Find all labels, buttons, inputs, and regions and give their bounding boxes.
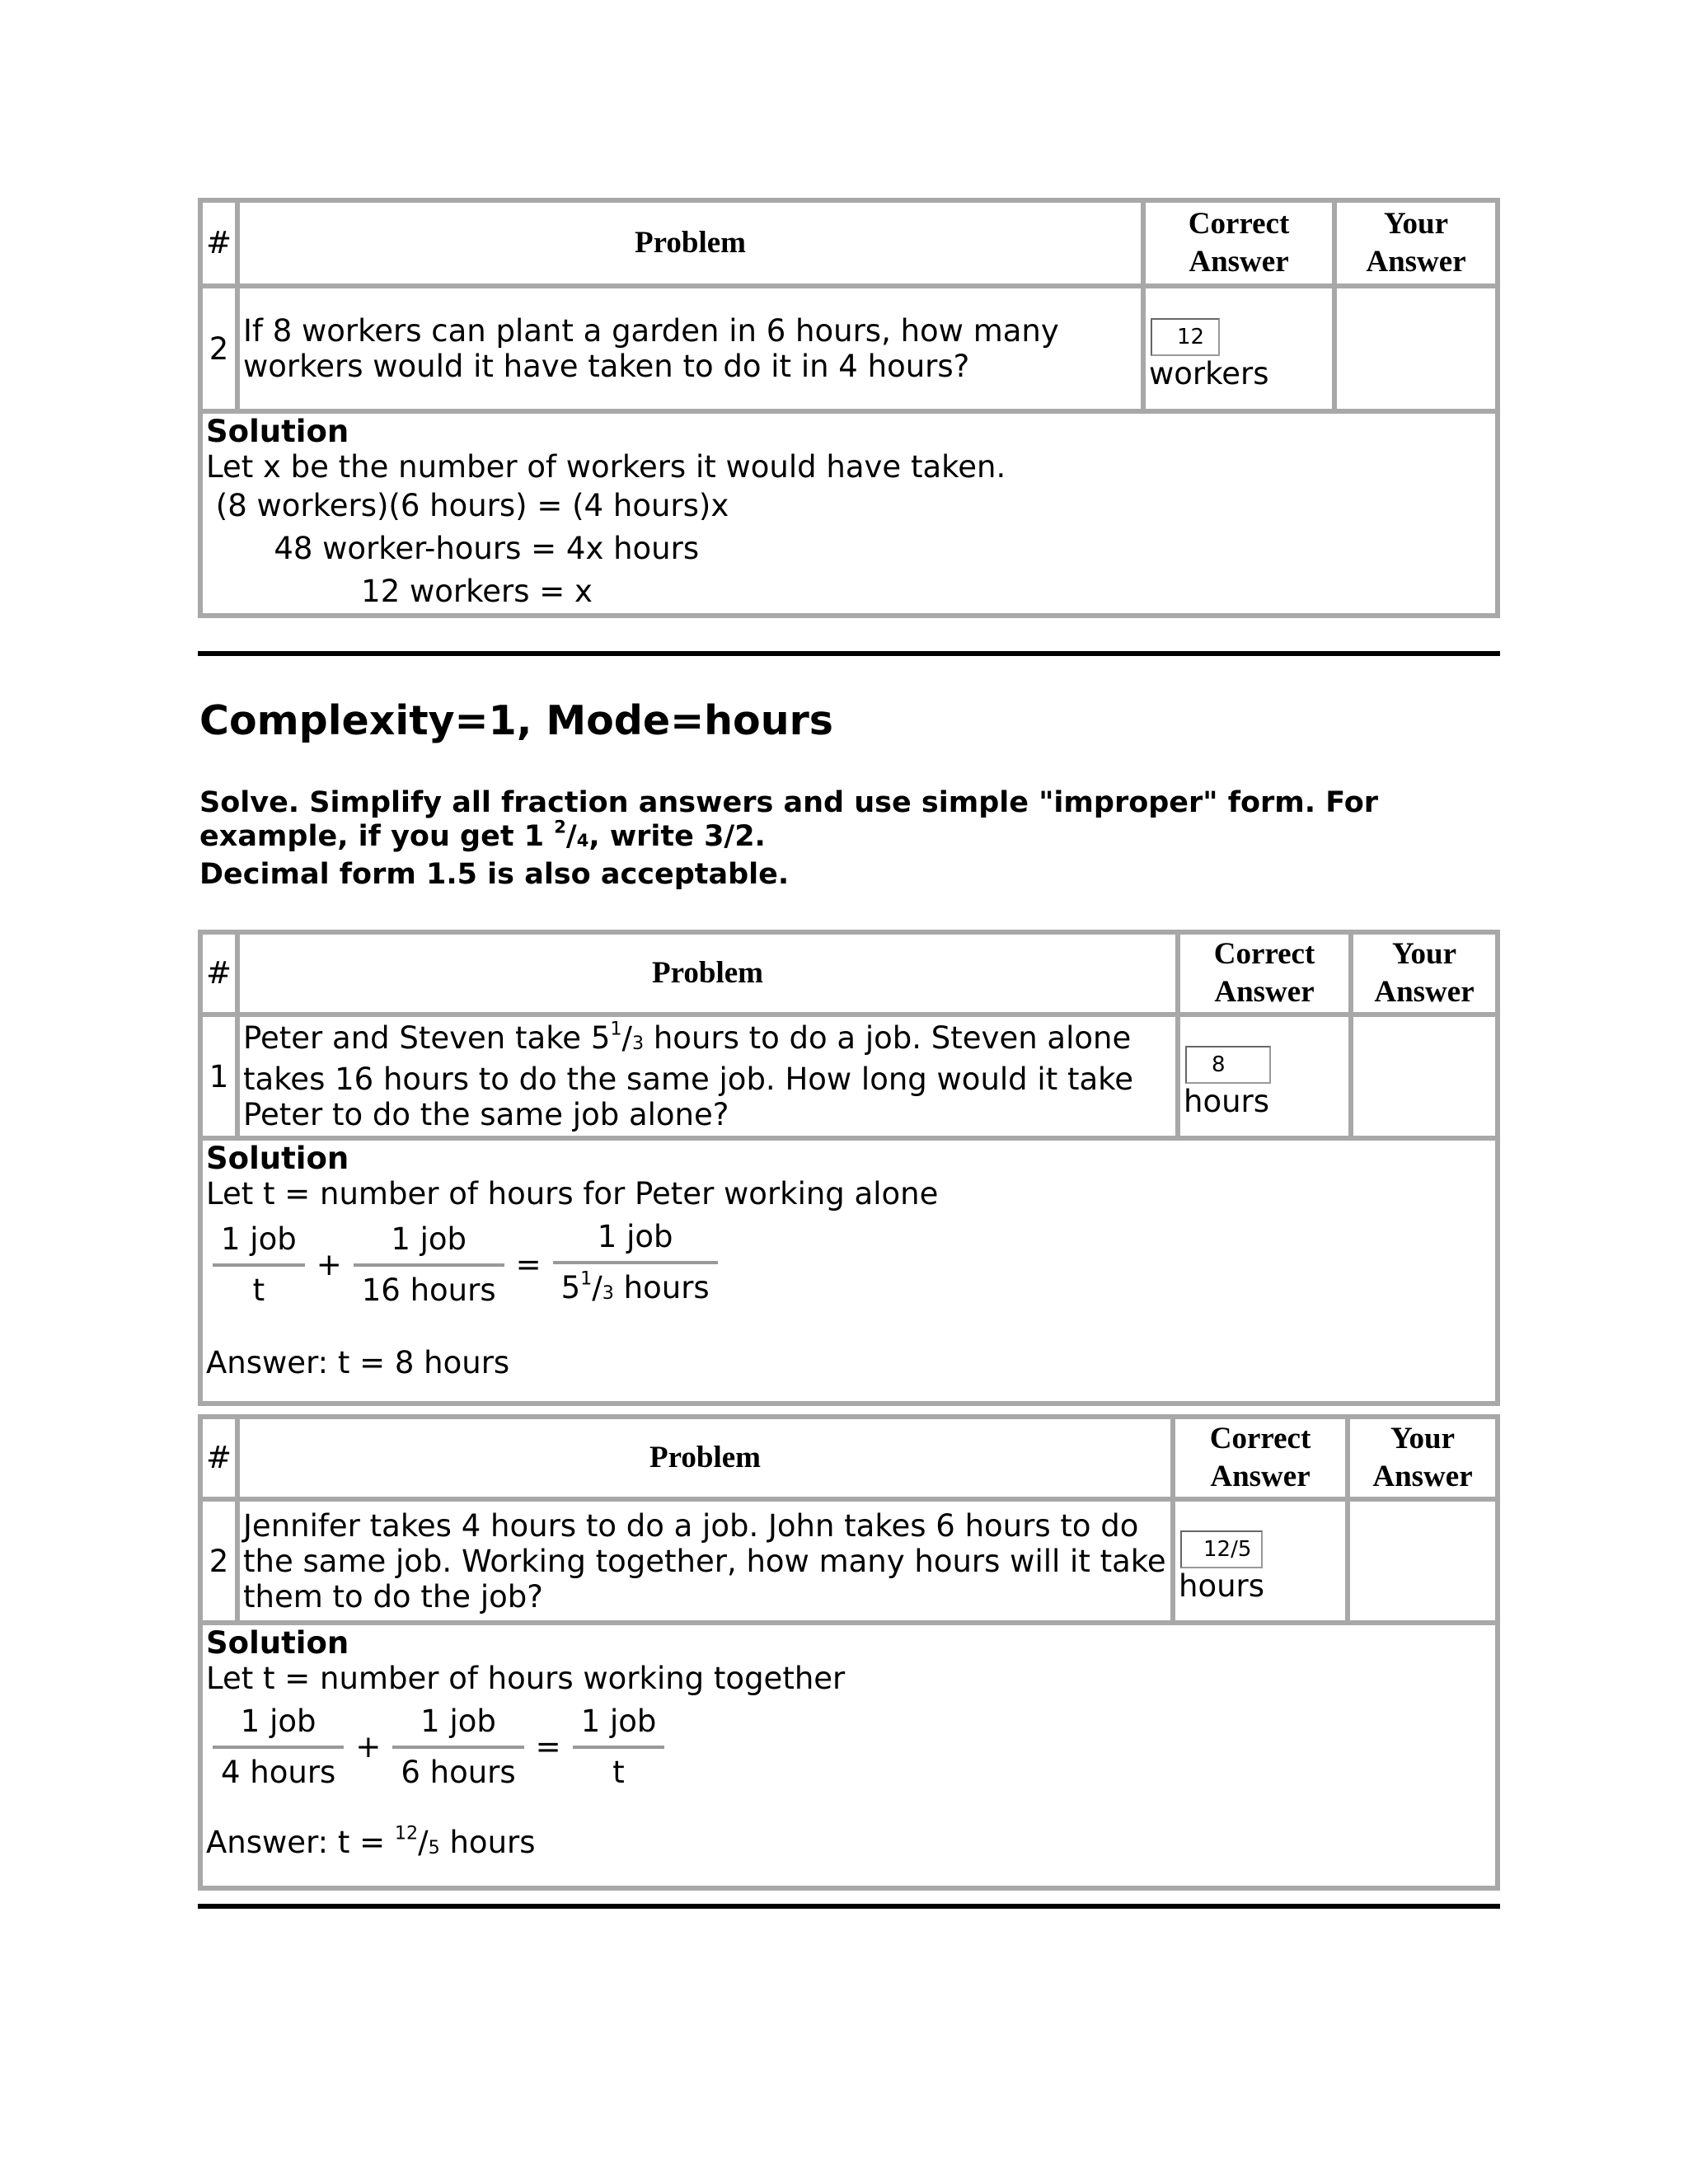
solution-line-1: Let x be the number of workers it would have taken. <box>206 449 1006 485</box>
plus-operator: + <box>316 1247 342 1283</box>
header-correct-answer: Correct Answer <box>1173 1417 1348 1499</box>
problem-table-1 <box>198 198 1500 618</box>
answer-unit: workers <box>1149 355 1269 391</box>
correct-answer-box: 12 <box>1151 318 1220 356</box>
equation <box>213 1703 1492 1792</box>
divider-rule-1 <box>198 651 1500 656</box>
solution-cell <box>200 1138 1498 1404</box>
fraction-3-numerator: 1 job <box>597 1219 673 1254</box>
header-number: # <box>200 932 237 1015</box>
your-answer-cell[interactable] <box>1351 1015 1498 1138</box>
correct-answer-cell <box>1178 1015 1351 1138</box>
fraction-3-bar <box>553 1261 718 1264</box>
fraction-1-numerator: 1 job <box>221 1221 297 1258</box>
instructions-text-2: , write 3/2. <box>588 820 766 853</box>
answer-frac-num: 12 <box>394 1822 419 1844</box>
fraction-1-bar <box>213 1746 344 1749</box>
answer-frac-slash: / <box>418 1825 429 1860</box>
solution-line-4: 12 workers = x <box>206 574 593 609</box>
fraction-1-numerator: 1 job <box>240 1704 316 1739</box>
solution-cell <box>200 1623 1498 1888</box>
fraction-3-numerator: 1 job <box>580 1704 657 1739</box>
solution-title: Solution <box>206 1141 349 1176</box>
problem-text: Jennifer takes 4 hours to do a job. John takes 6 hours to do the same job. Working together, how many hours will it take them to do the job? <box>237 1499 1173 1623</box>
header-number: # <box>200 1417 237 1499</box>
problem-frac-den: 3 <box>631 1033 645 1055</box>
answer-unit: hours <box>1184 1083 1270 1119</box>
correct-answer-cell <box>1143 286 1334 411</box>
correct-answer-cell <box>1173 1499 1348 1623</box>
solution-intro: Let t = number of hours for Peter working alone <box>206 1176 939 1212</box>
header-problem: Problem <box>237 1417 1173 1499</box>
answer-text-a: Answer: t = <box>206 1825 395 1860</box>
header-your-answer: Your Answer <box>1334 200 1498 286</box>
solution-line-3: 48 worker-hours = 4x hours <box>206 531 700 566</box>
fraction-3 <box>553 1218 718 1312</box>
answer-unit: hours <box>1179 1568 1265 1604</box>
fraction-2-bar <box>354 1263 504 1267</box>
answer-text-b: hours <box>439 1825 536 1860</box>
problem-text-b: hours to do a job. Steven alone takes 16 hours to do the same job. How long would it take Peter to do the same job alone? <box>243 1019 1134 1133</box>
fraction-1 <box>213 1221 305 1310</box>
your-answer-cell[interactable] <box>1348 1499 1498 1623</box>
answer-line <box>206 1822 1492 1866</box>
header-number: # <box>200 200 237 286</box>
fraction-2-numerator: 1 job <box>420 1704 496 1739</box>
instructions-line-2: Decimal form 1.5 is also acceptable. <box>199 858 790 892</box>
fraction-2-denominator: 6 hours <box>401 1755 516 1790</box>
instructions <box>199 786 1485 892</box>
fraction-1 <box>213 1703 344 1792</box>
header-your-answer: Your Answer <box>1351 932 1498 1015</box>
header-correct-answer: Correct Answer <box>1143 200 1334 286</box>
section-heading: Complexity=1, Mode=hours <box>199 697 833 744</box>
fraction-2-denominator: 16 hours <box>361 1272 496 1309</box>
header-correct-answer: Correct Answer <box>1178 932 1351 1015</box>
instructions-frac-den: 4 <box>576 831 589 851</box>
problem-text-a: Peter and Steven take 5 <box>243 1019 611 1056</box>
problem-frac-slash: / <box>621 1019 632 1056</box>
problem-number: 2 <box>200 286 237 411</box>
instructions-frac-num: 2 <box>554 817 566 837</box>
problem-number: 1 <box>200 1015 237 1138</box>
fraction-1-bar <box>213 1263 305 1267</box>
equals-operator: = <box>535 1729 561 1765</box>
fraction-2 <box>392 1703 523 1792</box>
solution-cell <box>200 411 1498 616</box>
equation <box>213 1218 1492 1312</box>
problem-number: 2 <box>200 1499 237 1623</box>
fraction-1-denominator: 4 hours <box>221 1755 336 1790</box>
plus-operator: + <box>355 1729 382 1765</box>
fraction-3-den-unit: hours <box>613 1270 710 1305</box>
header-problem: Problem <box>237 200 1143 286</box>
answer-line: Answer: t = 8 hours <box>206 1345 510 1381</box>
fraction-3-denominator <box>553 1269 718 1312</box>
problem-table-2 <box>198 930 1500 1406</box>
header-your-answer: Your Answer <box>1348 1417 1498 1499</box>
solution-line-2: (8 workers)(6 hours) = (4 hours)x <box>206 488 729 523</box>
fraction-3-den-den: 3 <box>602 1282 614 1305</box>
instructions-text-1: Solve. Simplify all fraction answers and use simple "improper" form. For example, if you get 1 <box>199 786 1379 853</box>
problem-text: If 8 workers can plant a garden in 6 hours, how many workers would it have taken to do it in 4 hours? <box>237 286 1143 411</box>
instructions-frac-slash: / <box>565 820 577 853</box>
answer-frac-den: 5 <box>428 1837 440 1859</box>
fraction-3-den-num: 1 <box>580 1268 593 1290</box>
fraction-3-bar <box>573 1746 665 1749</box>
your-answer-cell[interactable] <box>1334 286 1498 411</box>
problem-table-3 <box>198 1414 1500 1891</box>
solution-intro: Let t = number of hours working together <box>206 1661 846 1696</box>
solution-title: Solution <box>206 414 349 449</box>
fraction-2-bar <box>392 1746 523 1749</box>
correct-answer-box: 12/5 <box>1180 1530 1263 1568</box>
fraction-3 <box>573 1703 665 1792</box>
fraction-2-numerator: 1 job <box>391 1221 467 1258</box>
fraction-3-den-whole: 5 <box>560 1270 581 1305</box>
problem-frac-num: 1 <box>610 1018 622 1040</box>
correct-answer-box: 8 <box>1185 1046 1271 1084</box>
problem-text <box>237 1015 1178 1138</box>
divider-rule-2 <box>198 1904 1500 1909</box>
fraction-2 <box>354 1221 504 1310</box>
fraction-1-denominator: t <box>252 1272 265 1309</box>
fraction-3-den-slash: / <box>592 1270 603 1305</box>
solution-title: Solution <box>206 1625 349 1661</box>
equals-operator: = <box>515 1247 542 1283</box>
fraction-3-denominator: t <box>612 1755 625 1790</box>
header-problem: Problem <box>237 932 1178 1015</box>
